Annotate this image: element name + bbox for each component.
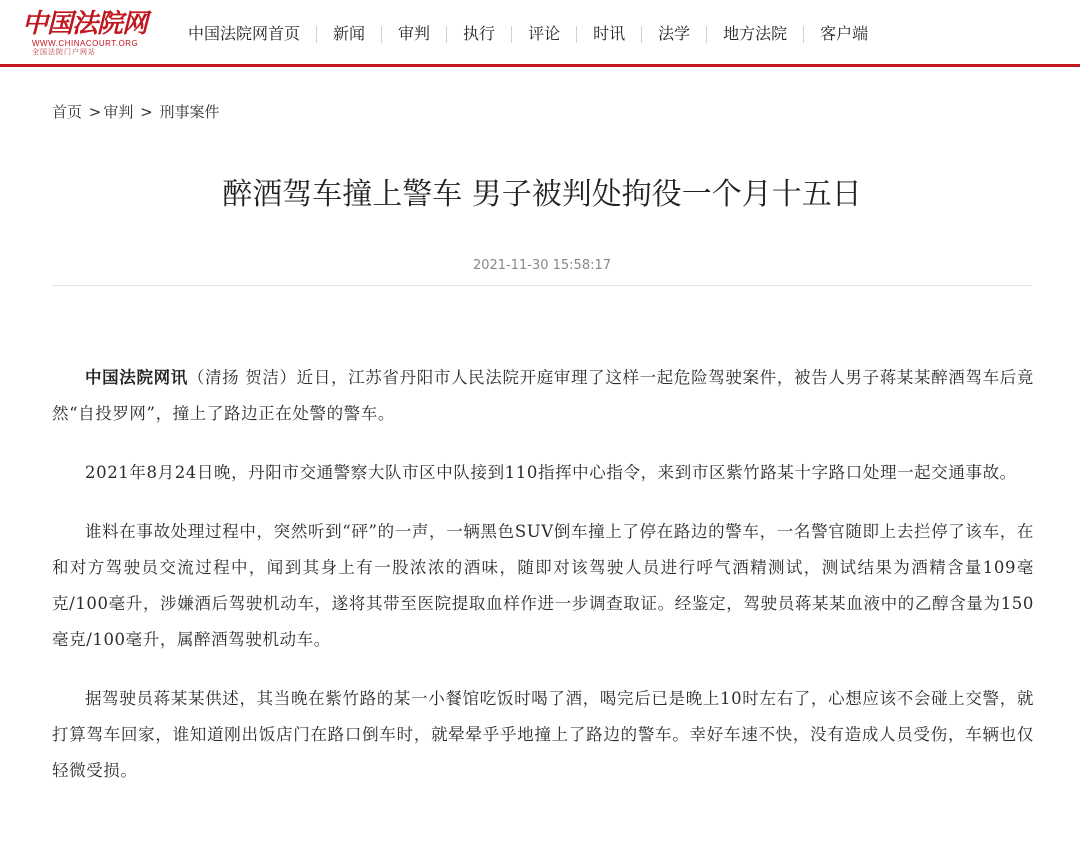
site-header xyxy=(0,0,1080,67)
nav-item-news[interactable]: 新闻 xyxy=(333,24,366,43)
logo-wordmark: 中国法院网 xyxy=(22,9,148,39)
nav-item-trial[interactable]: 审判 xyxy=(398,24,431,43)
nav-item-enforcement[interactable]: 执行 xyxy=(463,24,496,43)
breadcrumb-criminal-cases[interactable]: 刑事案件 xyxy=(159,103,220,121)
article-paragraph: 谁料在事故处理过程中，突然听到“砰”的一声，一辆黑色SUV倒车撞上了停在路边的警车，一名警官随即上去拦停了该车，在和对方驾驶员交流过程中，闻到其身上有一股浓浓的酒味，随即对该驾驶人员进行呼气酒精测试，测试结果为酒精含量109毫克/100毫升，涉嫌酒后驾驶机动车，遂将其带至医院提取血样作进一步调查取证。经鉴定，驾驶员蒋某某血液中的乙醇含量为150毫克/100毫升，属醉酒驾驶机动车。 xyxy=(52,522,1034,649)
article-date: 2021-11-30 15:58:17 xyxy=(472,258,612,273)
breadcrumb xyxy=(52,100,220,124)
logo-tagline: 全国法院门户网站 xyxy=(32,48,96,56)
nav-item-local-courts[interactable]: 地方法院 xyxy=(723,24,788,43)
article-paragraph: 2021年8月24日晚，丹阳市交通警察大队市区中队接到110指挥中心指令，来到市区紫竹路某十字路口处理一起交通事故。 xyxy=(85,463,1017,482)
article-source: 中国法院网讯 xyxy=(85,368,188,387)
nav-item-current-news[interactable]: 时讯 xyxy=(593,24,626,43)
breadcrumb-separator: > xyxy=(88,103,102,121)
article-paragraph: 据驾驶员蒋某某供述，其当晚在紫竹路的某一小餐馆吃饭时喝了酒，喝完后已是晚上10时左右了，心想应该不会碰上交警，就打算驾车回家，谁知道刚出饭店门在路口倒车时，就晕晕乎乎地撞上了路边的警车。幸好车速不快，没有造成人员受伤，车辆也仅轻微受损。 xyxy=(52,689,1034,780)
site-logo[interactable] xyxy=(22,8,146,58)
article-lead-text: （清扬 贺洁）近日，江苏省丹阳市人民法院开庭审理了这样一起危险驾驶案件，被告人男子蒋某某醉酒驾车后竟然“自投罗网”，撞上了路边正在处警的警车。 xyxy=(52,368,1034,423)
breadcrumb-trial[interactable]: 审判 xyxy=(103,103,134,121)
nav-item-commentary[interactable]: 评论 xyxy=(528,24,561,43)
article-body xyxy=(52,360,1034,812)
nav-item-home[interactable]: 中国法院网首页 xyxy=(188,24,301,43)
article-paragraph xyxy=(52,360,1034,432)
article-title: 醉酒驾车撞上警车 男子被判处拘役一个月十五日 xyxy=(222,177,862,212)
main-nav xyxy=(172,20,884,48)
title-divider xyxy=(52,285,1032,286)
logo-url: WWW.CHINACOURT.ORG xyxy=(32,39,139,48)
nav-item-law-studies[interactable]: 法学 xyxy=(658,24,691,43)
nav-item-client-app[interactable]: 客户端 xyxy=(820,24,869,43)
breadcrumb-separator: > xyxy=(140,103,153,121)
breadcrumb-home[interactable]: 首页 xyxy=(52,103,83,121)
